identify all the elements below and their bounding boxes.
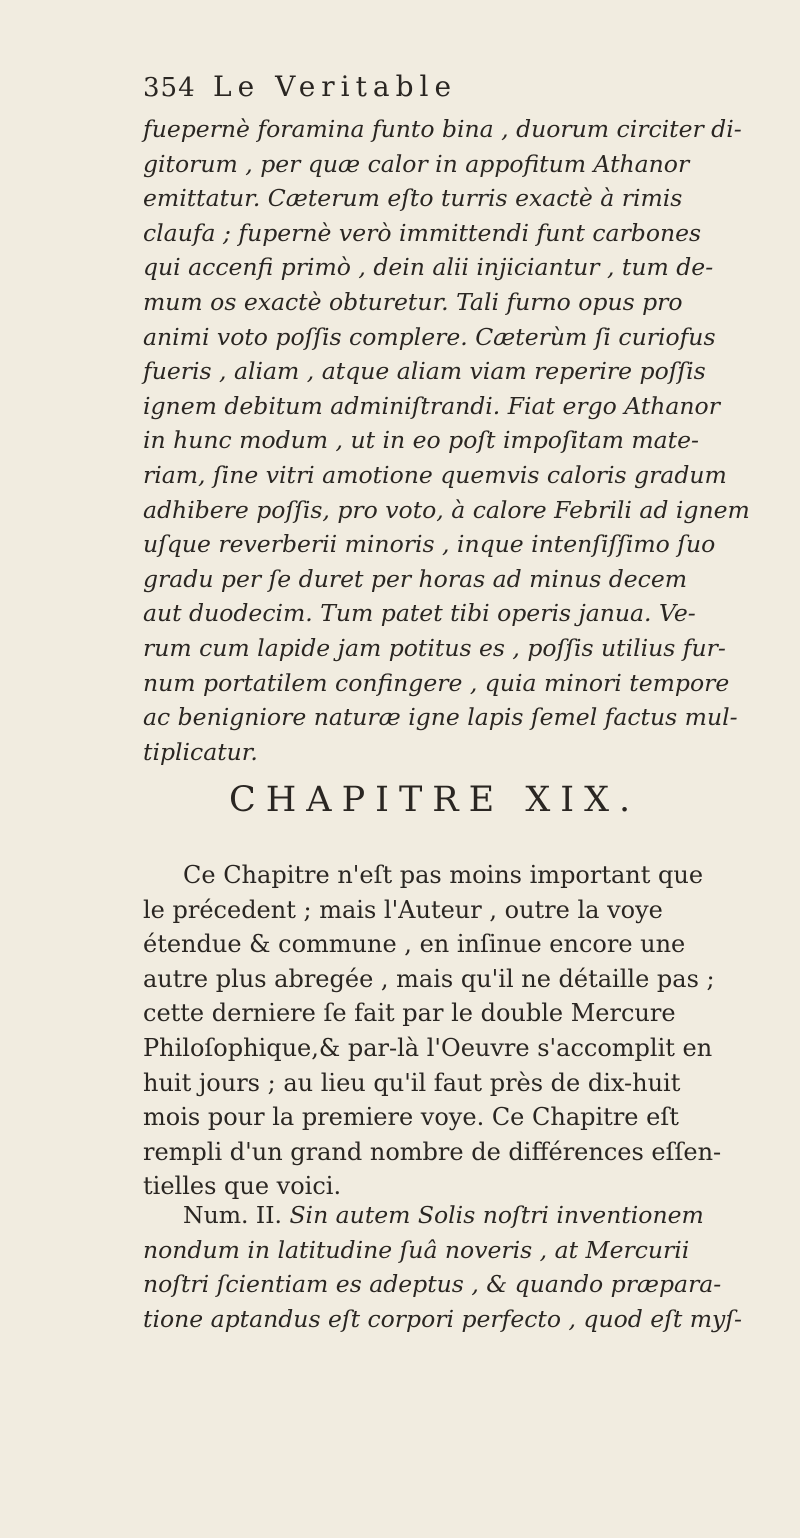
page-number: 354: [143, 73, 196, 103]
text-line: [143, 1198, 773, 1233]
text-line: huit jours ; au lieu qu'il faut près de dix-huit: [143, 1068, 681, 1097]
latin-paragraph: [143, 112, 773, 769]
text-line: aut duodecim. Tum patet tibi operis janua. Ve-: [143, 599, 696, 628]
text-line: emittatur. Cæterum eſto turris exactè à rimis: [143, 184, 683, 213]
text-line: étendue & commune , en inſinue encore une: [143, 930, 686, 959]
text-line: animi voto poſſis complere. Cæterùm ſi curiofus: [143, 322, 716, 351]
text-line: gradu per ſe duret per horas ad minus decem: [143, 564, 688, 593]
text-line: fuepernè foramina funto bina , duorum circiter di-: [143, 115, 742, 143]
text-line: adhibere poſſis, pro voto, à calore Febrili ad ignem: [143, 495, 750, 524]
text-line: ac benigniore naturæ igne lapis ſemel factus mul-: [143, 703, 738, 732]
text-line: qui accenfi primò , dein alii injiciantur , tum de-: [143, 253, 714, 282]
text-line: [143, 1302, 773, 1337]
text-line: num portatilem confingere , quia minori tempore: [143, 668, 730, 697]
running-head: Le Veritable: [213, 70, 458, 103]
text-line: autre plus abregée , mais qu'il ne détaille pas ;: [143, 964, 715, 993]
page-header: [143, 70, 703, 114]
text-line: rum cum lapide jam potitus es , poſſis utilius fur-: [143, 633, 726, 662]
text-line: [143, 1267, 773, 1302]
text-line: ignem debitum adminiſtrandi. Fiat ergo Athanor: [143, 391, 720, 420]
text-line: mum os exactè obturetur. Tali furno opus pro: [143, 287, 683, 316]
text-line: riam, ſine vitri amotione quemvis caloris gradum: [143, 460, 727, 489]
text-line: [143, 1233, 773, 1268]
french-paragraph: [143, 858, 773, 1204]
text-line: tiplicatur.: [143, 737, 258, 766]
text-line: in hunc modum , ut in eo poſt impoſitam mate-: [143, 426, 699, 455]
latin-text: tione aptandus eſt corpori perfecto , quod eſt myſ-: [143, 1304, 742, 1333]
latin-text: nondum in latitudine ſuâ noveris , at Mercurii: [143, 1235, 690, 1264]
text-line: gitorum , per quæ calor in appofitum Athanor: [143, 149, 690, 178]
numbered-latin-paragraph: [143, 1198, 773, 1336]
text-line: le précedent ; mais l'Auteur , outre la voye: [143, 895, 663, 924]
latin-text: Sin autem Solis noſtri inventionem: [289, 1201, 704, 1229]
text-line: mois pour la premiere voye. Ce Chapitre eſt: [143, 1103, 679, 1132]
text-line: Ce Chapitre n'eſt pas moins important que: [183, 861, 704, 889]
text-line: cette derniere ſe fait par le double Mercure: [143, 999, 676, 1028]
text-line: tielles que voici.: [143, 1172, 342, 1201]
text-line: fueris , aliam , atque aliam viam reperire poſſis: [143, 357, 706, 386]
text-line: claufa ; fupernè verò immittendi funt carbones: [143, 218, 702, 247]
text-line: Philoſophique,& par-là l'Oeuvre s'accomplit en: [143, 1033, 713, 1062]
latin-text: noſtri ſcientiam es adeptus , & quando præpara-: [143, 1270, 722, 1299]
text-line: uſque reverberii minoris , inque intenſiſſimo ſuo: [143, 530, 716, 559]
chapter-heading: CHAPITRE XIX.: [229, 780, 641, 820]
section-number: Num. II.: [183, 1201, 282, 1229]
text-line: rempli d'un grand nombre de différences eſſen-: [143, 1137, 722, 1166]
